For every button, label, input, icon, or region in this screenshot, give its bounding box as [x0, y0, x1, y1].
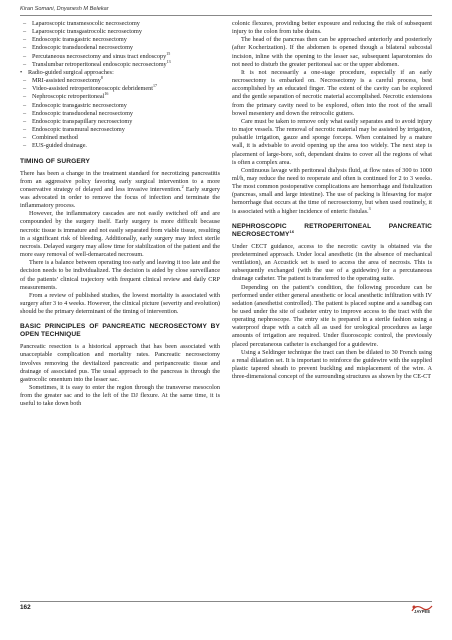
- list-item: – Endoscopic transduodenal necrosectomy: [32, 44, 220, 52]
- paragraph: colonic flexures, providing better exposure and reducing the risk of subsequent injury to the colon from tube drains.: [232, 20, 432, 36]
- paragraph: The head of the pancreas then can be approached anteriorly and posteriorly (after Kocherization). If the abdomen is opened though a bilateral subcostal incision, inline with the opening to the lesser sac, subsequent laparotomies do not need to disturb the greater peritoneal sac or the upper abdomen.: [232, 36, 432, 68]
- list-item: – MRI-assisted necrosectomy$^8$: [32, 77, 220, 85]
- citation: 8: [100, 75, 103, 81]
- approaches-list: [20, 20, 220, 69]
- citation: 16: [104, 91, 109, 97]
- list-item: – EUS-guided drainage.: [32, 142, 220, 150]
- list-item: – Laparoscopic transmesocolic necrosectomy: [32, 20, 220, 28]
- publisher-logo-text: JAYPEE: [414, 609, 431, 614]
- footer-rule: [20, 601, 432, 602]
- paragraph: However, the inflammatory cascades are not easily switched off and are compounded by the surgery itself. Early surgery is more difficult because necrotic tissue is immature and not easily separated from viable tissue, resulting in a significant risk of bleeding. Additionally, early surgery may infect sterile necrosis. Delayed surgery may allow time for stabilization of the patient and the more easy removal of well-demarcated necrosum.: [20, 210, 220, 259]
- citation: 16: [289, 228, 295, 234]
- list-item: – Endoscopic transpapillary necrosectomy: [32, 118, 220, 126]
- list-item: – Laparoscopic transgastrocolic necrosectomy: [32, 28, 220, 36]
- list-item: – Endoscopic transgastric necrosectomy: [32, 102, 220, 110]
- radio-guided-list: [20, 69, 220, 151]
- paragraph: Using a Seldinger technique the tract can then be dilated to 30 French using a renal dilatation set. It is important to reinforce the guidewire with the supplied plastic tapered sheath to prevent buckling and misplacement of the wire. A three-dimensional concept of the surrounding structures as shown by the CE-CT: [232, 348, 432, 381]
- paragraph: It is not necessarily a one-stage procedure, especially if an early necrosectomy is embarked on. Necrosectomy is a careful process, best accomplished by an educated finger. The extent of the cavity can be explored and the gentle separation of necrotic material accomplished. Necrotic extensions from the primary cavity need to be explored, often into the root of the small bowel mesentery and down the retrocolic gutters.: [232, 68, 432, 117]
- list-item: – Endoscopic transduodenal necrosectomy: [32, 110, 220, 118]
- list-item: – Translumbar retroperitoneal endoscopic necrosectomy$^{13}$: [32, 61, 220, 69]
- list-item: – Endoscopic transgastric necrosectomy: [32, 36, 220, 44]
- paragraph: Under CECT guidance, access to the necrotic cavity is obtained via the predetermined approach. Under local anesthetic (in the absence of mechanical ventilation), an Accustick set is used to access the area of necrosis. This is subsequently exchanged (with the use of a guidewire) for a percutaneous drainage catheter. The patient is transferred to the operating suite.: [232, 242, 432, 283]
- paragraph: Sometimes, it is easy to enter the region through the transverse mesocolon from the greater sac and to the left of the DJ flexure. At the same time, it is useful to take down both: [20, 384, 220, 408]
- citation: 13: [166, 58, 171, 64]
- list-item: • Radio-guided surgical approaches: – MRI-assisted necrosectomy$^8$ – Video-assisted retroperitoneoscopic debridement$^{17}$ – Nephroscopic retroperitoneal$^{16}$ – Endoscopic transgastric necrosectomy – Endoscopic transduodenal necrosectomy – Endoscopic transpapillary necrosectomy – Endoscopic transmural necrosectomy – Combined method – EUS-guided drainage.: [28, 69, 220, 151]
- list-item: – Percutaneous necrosectomy and sinus tract endoscopy$^{15}$: [32, 53, 220, 61]
- list-item: – Video-assisted retroperitoneoscopic debridement$^{17}$: [32, 85, 220, 93]
- section-heading-timing: TIMING OF SURGERY: [20, 157, 90, 165]
- radio-guided-sublist: [28, 77, 220, 150]
- paragraph: There is a balance between operating too early and leaving it too late and the decision needs to be individualized. The decision is aided by close surveillance of the patients’ clinical trajectory with frequent clinical review and daily CRP measurements.: [20, 259, 220, 291]
- paragraph: Pancreatic resection is a historical approach that has been associated with unacceptable complication and mortality rates. Pancreatic necrosectomy involves removing the devitalized pancreatic and peripancreatic tissue and drainage of associated pus. The usual approach to the pancreas is through the gastrocolic omentum into the lesser sac.: [20, 343, 220, 383]
- citation: 2: [181, 183, 184, 189]
- left-column: [20, 20, 220, 409]
- list-item: – Endoscopic transmural necrosectomy: [32, 126, 220, 134]
- paragraph: From a review of published studies, the lowest mortality is associated with surgery after 3 to 4 weeks. However, the clinical picture (severity and evolution) should be the primary determinant of the timing of intervention.: [20, 291, 220, 316]
- section-heading-nephroscopic: NEPHROSCOPIC RETROPERITONEAL PANCREATIC NECROSECTOMY$^{16}$: [232, 222, 432, 238]
- citation: 3: [368, 205, 371, 211]
- citation: 15: [166, 50, 171, 56]
- header-rule: [20, 15, 432, 16]
- page-number: 162: [20, 604, 31, 611]
- paragraph: Depending on the patient’s condition, the following procedure can be performed under either general anesthetic or local anesthetic infiltration with IV sedation (anesthetist controlled). The patient is placed supine and a sandbag can be used under the site of catheter entry to improve access to the tract with the operating nephroscope. The entry site is prepared in a sterile fashion using a waterproof drape with a catch all as used for urological procedures as large amounts of irrigation are required. Under fluoroscopic control, the previously placed percutaneous catheter is exchanged for a guidewire.: [232, 283, 432, 348]
- section-heading-basic-principles: BASIC PRINCIPLES OF PANCREATIC NECROSECTOMY BY OPEN TECHNIQUE: [20, 323, 220, 339]
- paragraph: There has been a change in the treatment standard for necrotizing pancreatitis from an aggressive policy favoring early surgical intervention to a more conservative strategy of delayed and less invasive intervention.$^2$ Early surgery was advocated in order to remove the focus of infection and terminate the inflammatory process.: [20, 169, 221, 210]
- citation: 17: [152, 83, 157, 89]
- running-header: Kiran Somani, Dnyanesh M Belekar: [20, 6, 109, 12]
- list-item: – Nephroscopic retroperitoneal$^{16}$: [32, 93, 220, 101]
- list-item: – Combined method: [32, 134, 220, 142]
- paragraph: Care must be taken to remove only what easily separates and to avoid injury to major vessels. The removal of necrotic material may be assisted by irrigation, pulsatile irrigation, gauze and sponge forceps. When contained by a mature wall, it is advisable to avoid opening up the area too widely. The next step is placement of large-bore, soft, dependant drains to cover all the regions of what is often a complex area.: [232, 117, 432, 166]
- right-column: [232, 20, 432, 381]
- paragraph: Continuous lavage with peritoneal dialysis fluid, at flow rates of 300 to 1000 ml/h, may reduce the need to reoperate and often is continued for 2 to 3 weeks. The most common postoperative complications are hemorrhage and fistulization (pancreas, small and large intestine). The use of packing is lifesaving for major hemorrhage that occurs at the time of necrosectomy, but when used routinely, it is associated with a higher incidence of enteric fistulas.$^3$: [232, 166, 432, 215]
